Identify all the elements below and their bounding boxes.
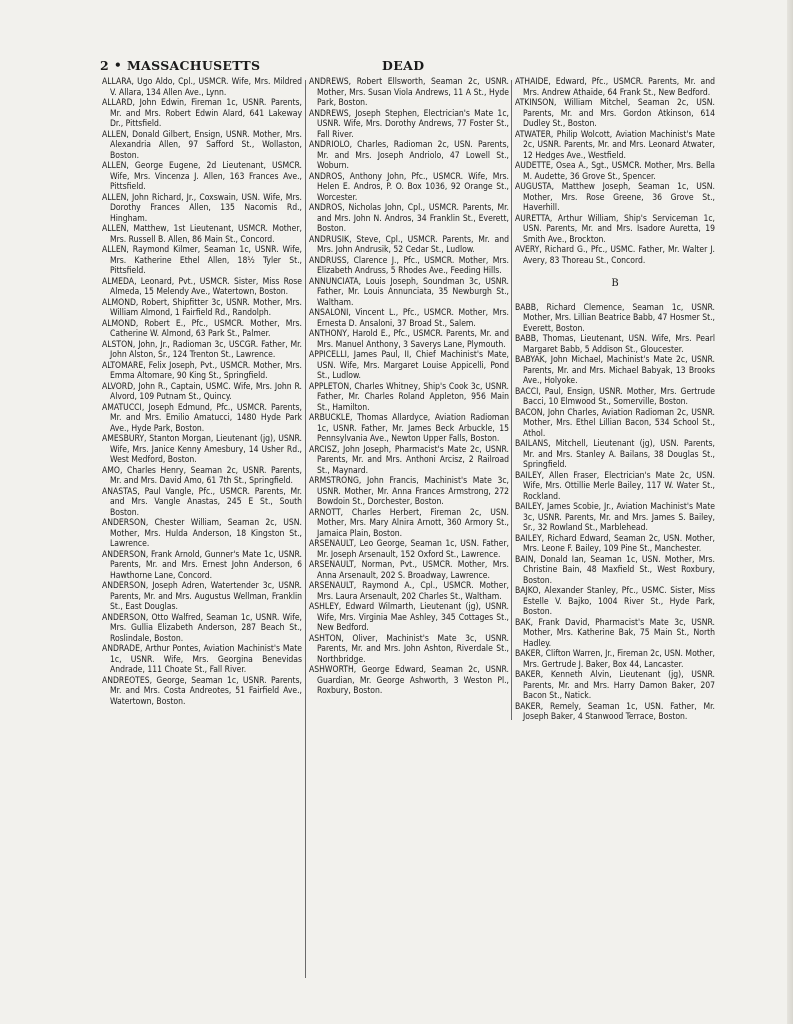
casualty-entry: ANDREWS, Robert Ellsworth, Seaman 2c, USNR. Mother, Mrs. Susan Viola Andrews, 11 A St., Hyde Park, Boston. bbox=[309, 77, 509, 108]
column-3 bbox=[515, 77, 715, 723]
casualty-entry: BACCI, Paul, Ensign, USNR. Mother, Mrs. Gertrude Bacci, 10 Elmwood St., Somerville, Boston. bbox=[515, 386, 715, 407]
casualty-entry: ANDRADE, Arthur Pontes, Aviation Machinist's Mate 1c, USNR. Wife, Mrs. Georgina Benevidas Andrade, 111 Choate St., Fall River. bbox=[102, 644, 302, 675]
casualty-entry: AURETTA, Arthur William, Ship's Serviceman 1c, USN. Parents, Mr. and Mrs. Isadore Auretta, 19 Smith Ave., Brockton. bbox=[515, 213, 715, 245]
casualty-entry: ALLEN, George Eugene, 2d Lieutenant, USMCR. Wife, Mrs. Vincenza J. Allen, 163 Frances Ave., Pittsfield. bbox=[102, 161, 302, 192]
casualty-entry: APPICELLI, James Paul, II, Chief Machinist's Mate, USN. Wife, Mrs. Margaret Louise Appicelli, Pond St., Ludlow. bbox=[309, 350, 509, 381]
casualty-entry: ARBUCKLE, Thomas Allardyce, Aviation Radioman 1c, USNR. Father, Mr. James Beck Arbuckle, 15 Pennsylvania Ave., Newton Upper Falls, Boston. bbox=[309, 413, 509, 444]
casualty-entry: BACON, John Charles, Aviation Radioman 2c, USNR. Mother, Mrs. Ethel Lillian Bacon, 534 School St., Athol. bbox=[515, 407, 715, 439]
casualty-entry: BABYAK, John Michael, Machinist's Mate 2c, USNR. Parents, Mr. and Mrs. Michael Babyak, 13 Brooks Ave., Holyoke. bbox=[515, 355, 715, 386]
casualty-entry: BAILEY, James Scobie, Jr., Aviation Machinist's Mate 3c, USNR. Parents, Mr. and Mrs. James S. Bailey, Sr., 32 Rowland St., Marblehead. bbox=[515, 502, 715, 533]
page-edge bbox=[787, 0, 793, 1024]
casualty-entry: ANDERSON, Otto Walfred, Seaman 1c, USNR. Wife, Mrs. Gullia Elizabeth Anderson, 287 Beach St., Roslindale, Boston. bbox=[102, 612, 302, 644]
casualty-entry: ASHLEY, Edward Wilmarth, Lieutenant (jg), USNR. Wife, Mrs. Virginia Mae Ashley, 345 Cottages St., New Bedford. bbox=[309, 602, 509, 633]
casualty-entry: ALMOND, Robert E., Pfc., USMCR. Mother, Mrs. Catherine W. Almond, 63 Park St., Palmer. bbox=[102, 318, 302, 339]
page-header bbox=[100, 58, 722, 76]
casualty-entry: ANDERSON, Chester William, Seaman 2c, USN. Mother, Mrs. Hulda Anderson, 18 Kingston St., Lawrence. bbox=[102, 518, 302, 549]
casualty-entry: BAIN, Donald Ian, Seaman 1c, USN. Mother, Mrs. Christine Bain, 48 Maxfield St., West Roxbury, Boston. bbox=[515, 554, 715, 586]
casualty-entry: ANDREOTES, George, Seaman 1c, USNR. Parents, Mr. and Mrs. Costa Andreotes, 51 Fairfield Ave., Watertown, Boston. bbox=[102, 675, 302, 707]
casualty-entry: ALLEN, Donald Gilbert, Ensign, USNR. Mother, Mrs. Alexandria Allen, 97 Safford St., Wollaston, Boston. bbox=[102, 129, 302, 161]
casualty-entry: BAKER, Remely, Seaman 1c, USN. Father, Mr. Joseph Baker, 4 Stanwood Terrace, Boston. bbox=[515, 701, 715, 722]
casualty-entry: AUGUSTA, Matthew Joseph, Seaman 1c, USN. Mother, Mrs. Rose Greene, 36 Grove St., Haverhill. bbox=[515, 182, 715, 213]
casualty-entry: BAILEY, Richard Edward, Seaman 2c, USN. Mother, Mrs. Leone F. Bailey, 109 Pine St., Manchester. bbox=[515, 533, 715, 554]
casualty-entry: ANDRIOLO, Charles, Radioman 2c, USN. Parents, Mr. and Mrs. Joseph Andriolo, 47 Lowell St., Woburn. bbox=[309, 140, 509, 171]
casualty-entry: ANDRUSIK, Steve, Cpl., USMCR. Parents, Mr. and Mrs. John Andrusik, 52 Cedar St., Ludlow. bbox=[309, 234, 509, 255]
casualty-entry: ANDROS, Nicholas John, Cpl., USMCR. Parents, Mr. and Mrs. John N. Andros, 34 Franklin St., Everett, Boston. bbox=[309, 203, 509, 234]
column-divider bbox=[305, 80, 306, 978]
casualty-entry: APPLETON, Charles Whitney, Ship's Cook 3c, USNR. Father, Mr. Charles Roland Appleton, 956 Main St., Hamilton. bbox=[309, 381, 509, 413]
casualty-entry: ALMOND, Robert, Shipfitter 3c, USNR. Mother, Mrs. William Almond, 1 Fairfield Rd., Randolph. bbox=[102, 297, 302, 318]
casualty-entry: ALVORD, John R., Captain, USMC. Wife, Mrs. John R. Alvord, 109 Putnam St., Quincy. bbox=[102, 381, 302, 402]
column-3-a-entries bbox=[515, 77, 715, 266]
casualty-entry: AMATUCCI, Joseph Edmund, Pfc., USMCR. Parents, Mr. and Mrs. Emilio Amatucci, 1480 Hyde Park Ave., Hyde Park, Boston. bbox=[102, 402, 302, 434]
casualty-entry: ALMEDA, Leonard, Pvt., USMCR. Sister, Miss Rose Almeda, 15 Melendy Ave., Watertown, Boston. bbox=[102, 276, 302, 297]
casualty-entry: ANDERSON, Frank Arnold, Gunner's Mate 1c, USNR. Parents, Mr. and Mrs. Ernest John Anderson, 6 Hawthorne Lane, Concord. bbox=[102, 549, 302, 581]
casualty-entry: BABB, Thomas, Lieutenant, USN. Wife, Mrs. Pearl Margaret Babb, 5 Addison St., Gloucester. bbox=[515, 334, 715, 355]
casualty-entry: BAK, Frank David, Pharmacist's Mate 3c, USNR. Mother, Mrs. Katherine Bak, 75 Main St., North Hadley. bbox=[515, 617, 715, 649]
casualty-entry: ALLARD, John Edwin, Fireman 1c, USNR. Parents, Mr. and Mrs. Robert Edwin Alard, 641 Lakeway Dr., Pittsfield. bbox=[102, 98, 302, 129]
casualty-entry: ASHTON, Oliver, Machinist's Mate 3c, USNR. Parents, Mr. and Mrs. John Ashton, Riverdale St., Northbridge. bbox=[309, 633, 509, 665]
casualty-entry: AUDETTE, Osea A., Sgt., USMCR. Mother, Mrs. Bella M. Audette, 36 Grove St., Spencer. bbox=[515, 161, 715, 182]
casualty-entry: ATWATER, Philip Wolcott, Aviation Machinist's Mate 2c, USNR. Parents, Mr. and Mrs. Leonard Atwater, 12 Hedges Ave., Westfield. bbox=[515, 129, 715, 161]
casualty-entry: ATHAIDE, Edward, Pfc., USMCR. Parents, Mr. and Mrs. Andrew Athaide, 64 Frank St., New Bedford. bbox=[515, 77, 715, 98]
casualty-entry: ANNUNCIATA, Louis Joseph, Soundman 3c, USNR. Father, Mr. Louis Annunciata, 35 Newburgh St., Waltham. bbox=[309, 276, 509, 308]
state-name: MASSACHUSETTS bbox=[127, 58, 261, 73]
section-title: DEAD bbox=[382, 58, 425, 73]
casualty-entry: AMO, Charles Henry, Seaman 2c, USNR. Parents, Mr. and Mrs. David Amo, 61 7th St., Springfield. bbox=[102, 465, 302, 486]
casualty-entry: BAKER, Kenneth Alvin, Lieutenant (jg), USNR. Parents, Mr. and Mrs. Harry Damon Baker, 207 Bacon St., Natick. bbox=[515, 670, 715, 701]
casualty-entry: AMESBURY, Stanton Morgan, Lieutenant (jg), USNR. Wife, Mrs. Janice Kenny Amesbury, 14 Usher Rd., West Medford, Boston. bbox=[102, 434, 302, 465]
column-1 bbox=[102, 77, 302, 707]
casualty-entry: ANDROS, Anthony John, Pfc., USMCR. Wife, Mrs. Helen E. Andros, P. O. Box 1036, 92 Orange St., Worcester. bbox=[309, 171, 509, 203]
casualty-entry: ARNOTT, Charles Herbert, Fireman 2c, USN. Mother, Mrs. Mary Alnira Arnott, 360 Armory St., Jamaica Plain, Boston. bbox=[309, 507, 509, 539]
column-3-b-entries bbox=[515, 303, 715, 723]
casualty-entry: ALLEN, John Richard, Jr., Coxswain, USN. Wife, Mrs. Dorothy Frances Allen, 135 Nacomis Rd., Hingham. bbox=[102, 192, 302, 224]
casualty-entry: ARSENAULT, Raymond A., Cpl., USMCR. Mother, Mrs. Laura Arsenault, 202 Charles St., Waltham. bbox=[309, 581, 509, 602]
section-letter: B bbox=[611, 278, 619, 289]
casualty-entry: ARSENAULT, Norman, Pvt., USMCR. Mother, Mrs. Anna Arsenault, 202 S. Broadway, Lawrence. bbox=[309, 560, 509, 581]
casualty-entry: ANDREWS, Joseph Stephen, Electrician's Mate 1c, USNR. Wife, Mrs. Dorothy Andrews, 77 Foster St., Fall River. bbox=[309, 108, 509, 140]
casualty-entry: ALLEN, Raymond Kilmer, Seaman 1c, USNR. Wife, Mrs. Katherine Ethel Allen, 18½ Tyler St., Pittsfield. bbox=[102, 245, 302, 276]
page-number: 2 bbox=[100, 58, 109, 73]
casualty-entry: ARMSTRONG, John Francis, Machinist's Mate 3c, USNR. Mother, Mr. Anna Frances Armstrong, 272 Bowdoin St., Dorchester, Boston. bbox=[309, 476, 509, 507]
column-2 bbox=[309, 77, 509, 697]
casualty-entry: ANASTAS, Paul Vangle, Pfc., USMCR. Parents, Mr. and Mrs. Vangle Anastas, 245 E St., South Boston. bbox=[102, 486, 302, 518]
casualty-entry: BAJKO, Alexander Stanley, Pfc., USMC. Sister, Miss Estelle V. Bajko, 1004 River St., Hyde Park, Boston. bbox=[515, 586, 715, 617]
casualty-entry: ARSENAULT, Leo George, Seaman 1c, USN. Father, Mr. Joseph Arsenault, 152 Oxford St., Lawrence. bbox=[309, 539, 509, 560]
header-bullet: • bbox=[114, 58, 122, 72]
casualty-entry: ANDERSON, Joseph Adren, Watertender 3c, USNR. Parents, Mr. and Mrs. Augustus Wellman, Franklin St., East Douglas. bbox=[102, 581, 302, 612]
casualty-entry: BAILANS, Mitchell, Lieutenant (jg), USN. Parents, Mr. and Mrs. Stanley A. Bailans, 38 Douglas St., Springfield. bbox=[515, 439, 715, 470]
column-divider bbox=[511, 80, 512, 720]
casualty-entry: AVERY, Richard G., Pfc., USMC. Father, Mr. Walter J. Avery, 83 Thoreau St., Concord. bbox=[515, 245, 715, 266]
casualty-entry: ALLEN, Matthew, 1st Lieutenant, USMCR. Mother, Mrs. Russell B. Allen, 86 Main St., Concord. bbox=[102, 224, 302, 245]
casualty-entry: ANDRUSS, Clarence J., Pfc., USMCR. Mother, Mrs. Elizabeth Andruss, 5 Rhodes Ave., Feeding Hills. bbox=[309, 255, 509, 276]
casualty-entry: ARCISZ, John Joseph, Pharmacist's Mate 2c, USNR. Parents, Mr. and Mrs. Anthoni Arcisz, 2 Railroad St., Maynard. bbox=[309, 444, 509, 476]
casualty-entry: BABB, Richard Clemence, Seaman 1c, USNR. Mother, Mrs. Lillian Beatrice Babb, 47 Hosmer St., Everett, Boston. bbox=[515, 302, 715, 334]
casualty-entry: ALSTON, John, Jr., Radioman 3c, USCGR. Father, Mr. John Alston, Sr., 124 Trenton St., Lawrence. bbox=[102, 339, 302, 360]
casualty-entry: ALLARA, Ugo Aldo, Cpl., USMCR. Wife, Mrs. Mildred V. Allara, 134 Allen Ave., Lynn. bbox=[102, 77, 302, 98]
casualty-entry: BAILEY, Allen Fraser, Electrician's Mate 2c, USN. Wife, Mrs. Ottillie Merle Bailey, 117 W. Water St., Rockland. bbox=[515, 470, 715, 502]
casualty-entry: ATKINSON, William Mitchel, Seaman 2c, USN. Parents, Mr. and Mrs. Gordon Atkinson, 614 Dudley St., Boston. bbox=[515, 98, 715, 129]
casualty-entry: ANTHONY, Harold E., Pfc., USMCR. Parents, Mr. and Mrs. Manuel Anthony, 3 Saverys Lane, Plymouth. bbox=[309, 329, 509, 350]
casualty-entry: ALTOMARE, Felix Joseph, Pvt., USMCR. Mother, Mrs. Emma Altomare, 90 King St., Springfield. bbox=[102, 360, 302, 381]
casualty-entry: ANSALONI, Vincent L., Pfc., USMCR. Mother, Mrs. Ernesta D. Ansaloni, 37 Broad St., Salem. bbox=[309, 308, 509, 329]
casualty-entry: BAKER, Clifton Warren, Jr., Fireman 2c, USN. Mother, Mrs. Gertrude J. Baker, Box 44, Lancaster. bbox=[515, 649, 715, 670]
casualty-entry: ASHWORTH, George Edward, Seaman 2c, USNR. Guardian, Mr. George Ashworth, 3 Weston Pl., Roxbury, Boston. bbox=[309, 665, 509, 696]
